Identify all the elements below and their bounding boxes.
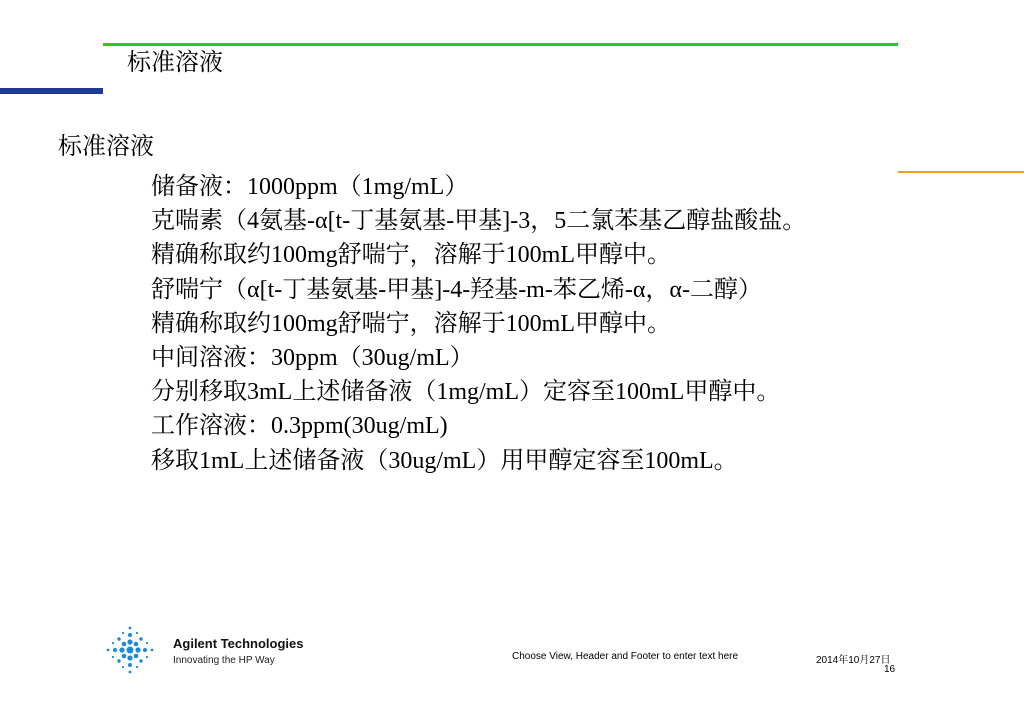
agilent-spark-logo-icon [104, 624, 156, 676]
footer-text: Choose View, Header and Footer to enter text here [512, 651, 739, 662]
body-text [151, 170, 806, 478]
body-line: 中间溶液：30ppm（30ug/mL） [151, 345, 474, 372]
body-line: 精确称取约100mg舒喘宁，溶解于100mL甲醇中。 [151, 310, 671, 337]
brand-name: Agilent Technologies [173, 636, 304, 651]
body-line: 分别移取3mL上述储备液（1mg/mL）定容至100mL甲醇中。 [151, 379, 781, 406]
section-heading: 标准溶液 [58, 134, 154, 160]
body-line: 储备液：1000ppm（1mg/mL） [151, 174, 469, 200]
brand-tagline: Innovating the HP Way [173, 655, 275, 666]
body-line: 移取1mL上述储备液（30ug/mL）用甲醇定容至100mL。 [151, 447, 738, 474]
body-line: 工作溶液：0.3ppm(30ug/mL) [151, 413, 448, 440]
body-line: 精确称取约100mg舒喘宁，溶解于100mL甲醇中。 [151, 242, 671, 269]
body-line: 克喘素（4氨基-α[t-丁基氨基-甲基]-3，5二氯苯基乙醇盐酸盐。 [151, 208, 807, 235]
slide-title: 标准溶液 [127, 50, 223, 76]
body-line: 舒喘宁（α[t-丁基氨基-甲基]-4-羟基-m-苯乙烯-α，α-二醇） [151, 276, 762, 303]
accent-bar-blue [0, 88, 103, 94]
footer-date: 2014年10月27日 [816, 655, 891, 666]
accent-rule-orange [898, 171, 1024, 173]
title-rule-green [103, 43, 898, 46]
page-number: 16 [884, 664, 896, 675]
